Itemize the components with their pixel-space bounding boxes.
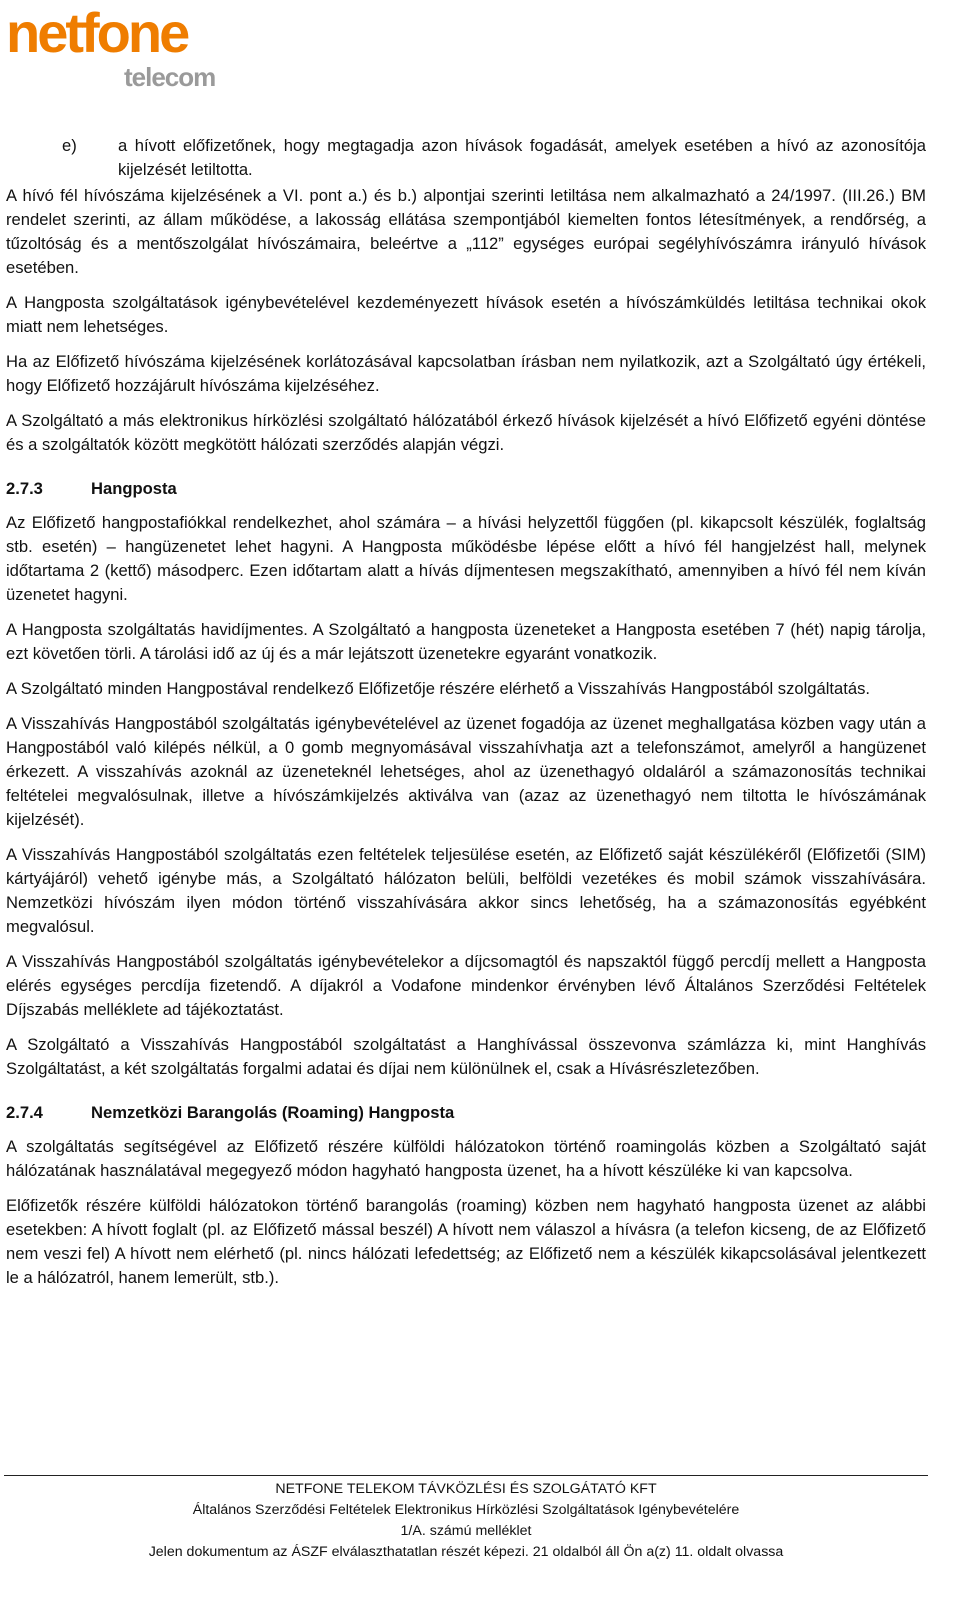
section-number: 2.7.3 [6,479,43,498]
netfone-logo [6,2,236,94]
footer-page-info: Jelen dokumentum az ÁSZF elválaszthatatlan részét képezi. 21 oldalból áll Ön a(z) 11. oldalt olvassa [148,1544,784,1560]
list-item-text: a hívott előfizetőnek, hogy megtagadja azon hívások fogadását, amelyek esetében a hívó az azonosítója kijelzését letiltotta. [118,136,926,179]
logo-wordmark: netfone [6,1,188,64]
section-number: 2.7.4 [6,1103,43,1122]
paragraph: A hívó fél hívószáma kijelzésének a VI. pont a.) és b.) alpontjai szerinti letiltása nem alkalmazható a 24/1997. (III.26.) BM rendelet szerinti, az állam működése, a lakosság ellátása szempontjából kiemelten fontos létesítmények, a rendőrség, a tűzoltóság és a mentőszolgálat hívószámaira, beleértve a „112” egységes európai segélyhívószámra irányuló hívások esetében. [6,186,926,277]
footer-company: NETFONE TELEKOM TÁVKÖZLÉSI ÉS SZOLGÁTATÓ KFT [275,1481,657,1497]
paragraph: Ha az Előfizető hívószáma kijelzésének korlátozásával kapcsolatban írásban nem nyilatkozik, azt a Szolgáltató úgy értékeli, hogy Előfizető hozzájárult hívószáma kijelzéséhez. [6,352,926,395]
page-footer [4,1475,928,1563]
paragraph: Az Előfizető hangpostafiókkal rendelkezhet, ahol számára – a hívási helyzettől függően (pl. kikapcsolt készülék, foglaltság stb. esetén) – hangüzenetet lehet hagyni. A Hangposta működésbe lépése előtt a hívó fél hangjelzést hall, melynek időtartama 2 (kettő) másodperc. Ezen időtartam alatt a hívás díjmentesen megszakítható, amennyiben a hívó fél nem kíván üzenetet hagyni. [6,513,926,604]
logo-subtitle: telecom [124,62,216,92]
paragraph: A Hangposta szolgáltatások igénybevételével kezdeményezett hívások esetén a hívószámküldés letiltása technikai okok miatt nem lehetséges. [6,293,926,336]
paragraph: A Szolgáltató minden Hangpostával rendelkező Előfizetője részére elérhető a Visszahívás Hangpostából szolgáltatás. [6,679,871,698]
paragraph: A Hangposta szolgáltatás havidíjmentes. A Szolgáltató a hangposta üzeneteket a Hangposta esetében 7 (hét) napig tárolja, ezt követően törli. A tárolási idő az új és a már lejátszott üzenetekre egyaránt vonatkozik. [6,620,926,663]
section-title: Nemzetközi Barangolás (Roaming) Hangposta [91,1103,455,1122]
footer-annex: 1/A. számú melléklet [400,1523,532,1539]
document-body [6,134,926,1301]
list-item-e [6,134,926,182]
section-heading-2-7-4 [6,1101,926,1125]
paragraph: Előfizetők részére külföldi hálózatokon történő barangolás (roaming) közben nem hagyható hangposta üzenet az alábbi esetekben: A hívott foglalt (pl. az Előfizető mással beszél) A hívott nem válaszol a hívásra (a telefon kicseng, de az Előfizető nem veszi fel) A hívott nem elérhető (pl. nincs hálózati lefedettség; az Előfizető nem a készülék kikapcsolásával jelentkezett le a hálózatról, hanem lemerült, stb.). [6,1196,926,1287]
paragraph: A Szolgáltató a Visszahívás Hangpostából szolgáltatást a Hanghívással összevonva számlázza ki, mint Hanghívás Szolgáltatást, a két szolgáltatás forgalmi adatai és díjai nem különülnek el, csak a Hívásrészletezőben. [6,1035,926,1078]
section-title: Hangposta [91,479,177,498]
paragraph: A Visszahívás Hangpostából szolgáltatás igénybevételekor a díjcsomagtól és napszaktól függő percdíj mellett a Hangposta elérés egységes percdíja fizetendő. A díjakról a Vodafone mindenkor érvényben lévő Általános Szerződési Feltételek Díjszabás melléklete ad tájékoztatást. [6,952,926,1019]
footer-document-title: Általános Szerződési Feltételek Elektronikus Hírközlési Szolgáltatások Igénybevételére [192,1502,740,1518]
paragraph: A Szolgáltató a más elektronikus hírközlési szolgáltató hálózatából érkező hívások kijelzését a hívó Előfizető egyéni döntése és a szolgáltatók között megkötött hálózati szerződés alapján végzi. [6,411,926,454]
list-item-label: e) [62,136,77,155]
section-heading-2-7-3 [6,477,926,501]
paragraph: A Visszahívás Hangpostából szolgáltatás ezen feltételek teljesülése esetén, az Előfizető saját készülékéről (Előfizetői (SIM) kártyájáról) vehető igénybe más, a Szolgáltató hálózaton belüli, belföldi vezetékes és mobil számok visszahívására. Nemzetközi hívószám ilyen módon történő visszahívására akkor sincs lehetőség, ha a számazonosítás egyébként megvalósul. [6,845,926,936]
paragraph: A Visszahívás Hangpostából szolgáltatás igénybevételével az üzenet fogadója az üzenet meghallgatása közben vagy után a Hangpostából való kilépés nélkül, a 0 gomb megnyomásával visszahívhatja azt a telefonszámot, amelyről a hangüzenet érkezett. A visszahívás azoknál az üzeneteknél lehetséges, ahol az üzenethagyó oldaláról a számazonosítás technikai feltételei megvalósulnak, illetve a hívószámkijelzés aktiválva van (azaz az üzenethagyó nem tiltotta le hívószámának kijelzését). [6,714,926,829]
paragraph: A szolgáltatás segítségével az Előfizető részére külföldi hálózatokon történő roamingolás közben a Szolgáltató saját hálózatának használatával megegyező módon hagyható hangposta üzenet, ha a hívott készüléke ki van kapcsolva. [6,1137,926,1180]
